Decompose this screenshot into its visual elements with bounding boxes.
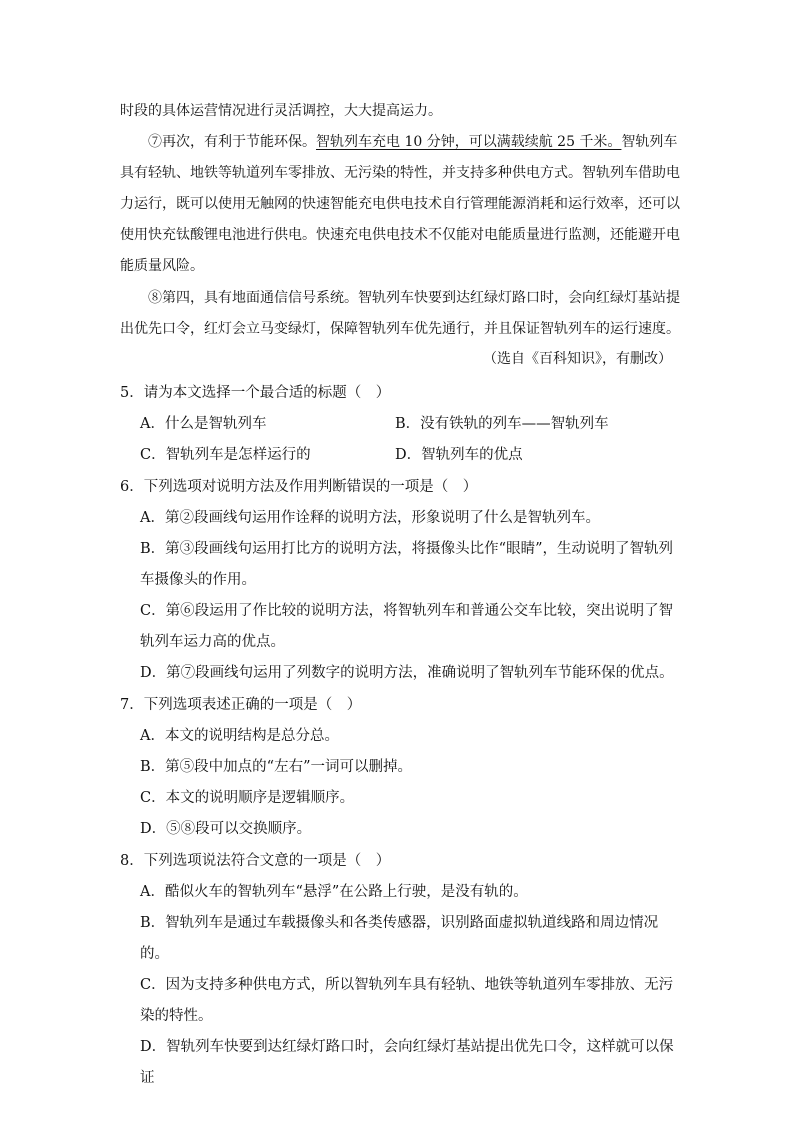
passage-paragraph-7	[120, 127, 680, 282]
option-d[interactable]: D．⑤⑧段可以交换顺序。	[140, 821, 312, 837]
option-c[interactable]: C．因为支持多种供电方式，所以智轨列车具有轻轨、地铁等轨道列车零排放、无污染的特性。	[140, 977, 674, 1024]
passage-paragraph-8	[120, 283, 680, 345]
underlined-sentence: 智轨列车充电 10 分钟，可以满载续航 25 千米。	[316, 134, 622, 150]
option-d[interactable]: D．智轨列车快要到达红绿灯路口时，会向红绿灯基站提出优先口令，这样就可以保证	[140, 1039, 674, 1086]
option-d[interactable]: D．智轨列车的优点	[395, 447, 523, 463]
option-a[interactable]: A．什么是智轨列车	[140, 416, 267, 432]
source-citation: （选自《百科知识》，有删改）	[483, 351, 672, 367]
option-list	[120, 877, 680, 1094]
paragraph-number: ⑧	[148, 290, 162, 306]
option-b[interactable]: B．智轨列车是通过车载摄像头和各类传感器，识别路面虚拟轨道线路和周边情况的。	[140, 915, 659, 962]
option-c[interactable]: C．智轨列车是怎样运行的	[140, 447, 311, 463]
question-5	[120, 377, 680, 471]
option-grid	[120, 409, 680, 471]
question-stem: 7．下列选项表述正确的一项是（ ）	[120, 697, 362, 713]
option-list	[120, 503, 680, 689]
paragraph-text: 第四，具有地面通信信号系统。智轨列车快要到达红绿灯路口时，会向红绿灯基站提出优先口令，红灯会立马变绿灯，保障智轨列车优先通行，并且保证智轨列车的运行速度。	[120, 290, 680, 337]
question-stem: 6．下列选项对说明方法及作用判断错误的一项是（ ）	[120, 479, 478, 495]
passage-paragraph-continued	[120, 96, 680, 127]
question-8	[120, 845, 680, 1094]
question-stem: 8．下列选项说法符合文意的一项是（ ）	[120, 853, 391, 869]
option-c[interactable]: C．本文的说明顺序是逻辑顺序。	[140, 790, 355, 806]
question-7	[120, 689, 680, 845]
question-6	[120, 471, 680, 689]
question-stem: 5．请为本文选择一个最合适的标题（ ）	[120, 385, 391, 401]
option-c[interactable]: C．第⑥段运用了作比较的说明方法，将智轨列车和普通公交车比较，突出说明了智轨列车运力高的优点。	[140, 603, 674, 650]
option-b[interactable]: B．第⑤段中加点的“左右”一词可以删掉。	[140, 759, 412, 775]
paragraph-lead: 再次，有利于节能环保。	[162, 134, 316, 150]
option-a[interactable]: A．第②段画线句运用作诠释的说明方法，形象说明了什么是智轨列车。	[140, 510, 600, 526]
option-a[interactable]: A．酷似火车的智轨列车“悬浮”在公路上行驶，是没有轨的。	[140, 884, 528, 900]
option-b[interactable]: B．没有铁轨的列车——智轨列车	[395, 416, 609, 432]
option-b[interactable]: B．第③段画线句运用打比方的说明方法，将摄像头比作“眼睛”，生动说明了智轨列车摄像头的作用。	[140, 541, 673, 588]
option-list	[120, 721, 680, 845]
question-list	[120, 377, 680, 1094]
option-d[interactable]: D．第⑦段画线句运用了列数字的说明方法，准确说明了智轨列车节能环保的优点。	[140, 665, 674, 681]
option-a[interactable]: A．本文的说明结构是总分总。	[140, 728, 339, 744]
paragraph-number: ⑦	[148, 134, 162, 150]
paragraph-text: 时段的具体运营情况进行灵活调控，大大提高运力。	[120, 103, 442, 119]
paragraph-text: 智轨列车具有轻轨、地铁等轨道列车零排放、无污染的特性，并支持多种供电方式。智轨列车借助电力运行，既可以使用无触网的快速智能充电供电技术自行管理能源消耗和运行效率，还可以使用快充钛酸锂电池进行供电。快速充电供电技术不仅能对电能质量进行监测，还能避开电能质量风险。	[120, 134, 680, 274]
